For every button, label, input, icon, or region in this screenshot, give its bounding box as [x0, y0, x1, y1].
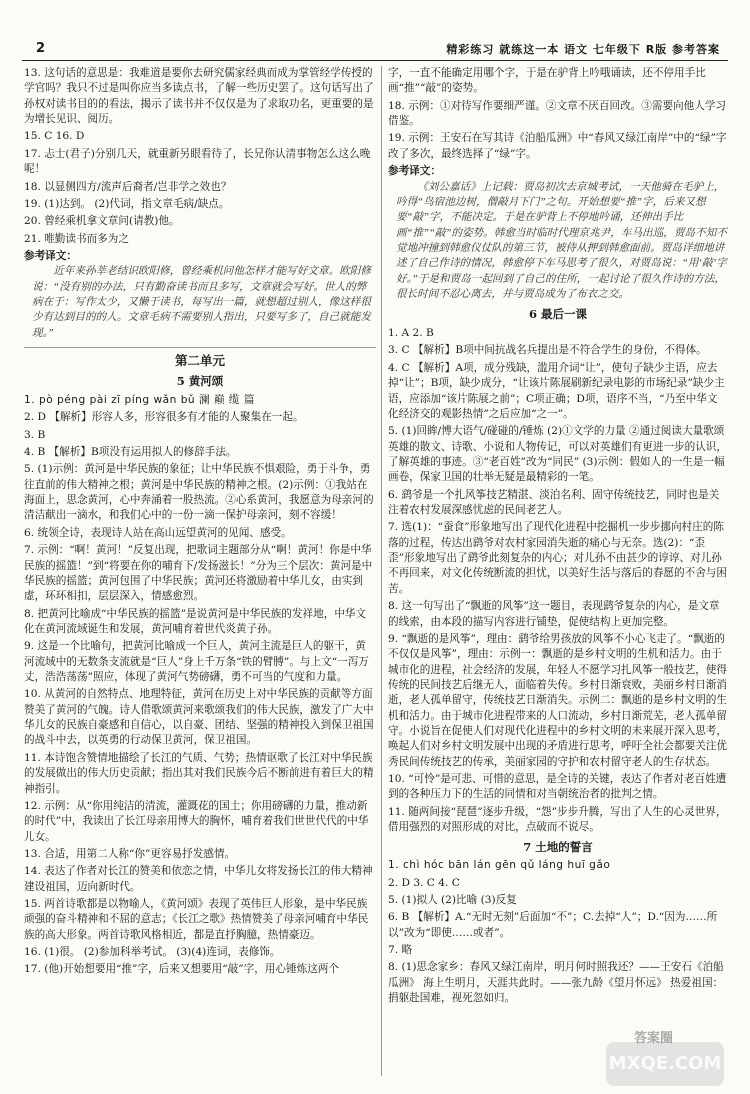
answer-item: 18. 以显侧四方/流声后裔者/岂非学之效也？ [24, 180, 232, 193]
lesson-title: 5 黄河颂 [176, 374, 224, 389]
answer-item: 13. 这句话的意思是：我难道是要你去研究儒家经典而成为掌管经学传授的学官吗？我只不过是叫你应当多读点书，了解一些历史罢了。这句话写出了孙权对读书目的的看法，揭示了读书并不仅仅是为了求取功名，更重要的是为增长见识、阅历。 [24, 67, 374, 126]
answer-item: 11. 本诗饱含赞情地描绘了长江的气质、气势；热情讴歌了长江对中华民族的发展做出的伟大历史贡献；指出其对我们民族今后不断前进有着巨大的精神指引。 [24, 751, 374, 795]
answer-item: 9. “飘逝的是风筝”，理由：鹞爷给男孩放的风筝不小心飞走了。“飘逝的不仅仅是风筝”，理由：示例一：飘逝的是乡村文明的生机和活力。由于城市化的进程，社会经济的发展，年轻人不愿学习扎风筝一般技艺，使得传统的民间技艺后继无人，面临着失传。乡村日渐衰败，美丽乡村日渐消逝，老人孤单留守，传统技艺日渐消失。示例二：飘逝的是乡村文明的生机和活力。由于城市化进程带来的人口流动，乡村日渐荒芜，老人孤单留守。小说旨在促使人们对现代化进程中的乡村文明的未来展开深入思考，唤起人们对乡村文明发展中出现的矛盾进行思考，呼吁全社会都要关注优秀民间传统技艺的传承，美丽家园的守护和农村留守老人的生存状态。 [388, 632, 727, 768]
answer-item: 4. B 【解析】B项没有运用拟人的修辞手法。 [24, 445, 237, 458]
answer-item: 16. (1)很。 (2)参加科举考试。 (3)(4)连词，表修饰。 [24, 946, 281, 959]
watermark-logo [606, 1031, 724, 1086]
translation-label: 参考译文： [388, 165, 441, 178]
right-column [388, 66, 728, 1080]
page-number: 2 [36, 41, 46, 56]
answer-item: 3. B [24, 428, 46, 441]
answer-item: 8. 把黄河比喻成“中华民族的摇篮”是说黄河是中华民族的发祥地，中华文化在黄河流域诞生和发展，黄河哺育着世代炎黄子孙。 [24, 607, 367, 635]
answer-item: 7. 选(1)：“蚕食”形象地写出了现代化进程中挖掘机一步步挪向村庄的陈落的过程，传达出鹞爷对农村家园消失逝的痛心与无奈。选(2)：“歪歪”形象地写出了鹞爷此刻复杂的内心；对儿孙不由甚少的谆谆、对儿孙不再回来，对文化传统断流的担忧，以美好生活与落后的春愿的不舍与困苦。 [388, 521, 727, 595]
watermark-small: 答案圈 [634, 1031, 674, 1046]
answer-item: 10. “可怜”是可悲、可惜的意思，是全诗的关键，表达了作者对老百姓遭到的各种压力下的生活的同情和对当朝统治者的批判之情。 [388, 773, 727, 801]
answer-item: 21. 唯勤读书而多为之 [24, 232, 129, 245]
column-divider [381, 66, 382, 1076]
answer-item: 19. 示例：王安石在写其诗《泊船瓜洲》中“春风又绿江南岸”中的“绿”字改了多次，最终选择了“绿”字。 [388, 132, 727, 160]
answer-item: 2. D 3. C 4. C [388, 876, 460, 889]
watermark-brand: MXQE.COM [608, 1052, 722, 1074]
answer-item: 6. B 【解析】A.“无时无刻”后面加“不”；C.去掉“人”；D.“因为……所以”改为“即使……或者”。 [388, 911, 718, 939]
answer-item: 14. 表达了作者对长江的赞美和依恋之情，中华儿女将发扬长江的伟大精神建设祖国，迈向新时代。 [24, 865, 373, 893]
answer-item: 19. (1)达到。 (2)代词，指文章毛病/缺点。 [24, 197, 230, 210]
answer-item: 3. C 【解析】B项中间抗战名兵提出是不符合学生的身份，不得体。 [388, 344, 707, 357]
lesson-title: 7 土地的誓言 [523, 839, 593, 854]
answer-item: 5. (1)示例：黄河是中华民族的象征；让中华民族不惧艰险，勇于斗争，勇往直前的伟大精神之根；黄河是中华民族的精神之根。(2)示例：①我站在海面上，思念黄河，心中奔涌着一股热流。②心系黄河，我愿意为母亲河的清洁献出一滴水，和我们心中的一份一滴一保护母亲河，刻不容缓！ [24, 463, 374, 522]
answer-item: 18. 示例：①对待写作要细严谨。②文章不厌百回改。③需要向他人学习借鉴。 [388, 99, 727, 128]
answer-item: 1. A 2. B [388, 327, 434, 340]
answer-item: 1. chì hóc bān lán gēn qǔ láng huī gǎo [388, 859, 611, 872]
answer-item: 5. (1)回眸/博大语气/碰碰的/锤炼 (2)①文学的力量 ②通过阅读大量歌颂英雄的散文、诗歌、小说和人物传记，可以对英雄们有更进一步的认识，了解英雄的事迹。③“老百姓”改为“同民” (3)示例：假如人的一生是一幅画卷，保家卫国的壮举无疑是最精彩的一笔。 [388, 425, 727, 484]
running-title: 精彩练习 就练这一本 语文 七年级下 R版 参考答案 [446, 43, 720, 56]
answer-item: 11. 随两间接“琵琶”逐步升级，“怨”步步升腾，写出了人生的心灵世界，借用强烈的对照形成的对比，点破而不说尽。 [388, 805, 727, 834]
answer-item: 13. 合适，用第二人称“你”更容易抒发感情。 [24, 847, 236, 860]
answer-item: 8. 这一句写出了“飘逝的风筝”这一题目，表现鹞爷复杂的内心，是文章的线索，由本段的描写内容进行铺垫，促使结构上更加完整。 [388, 600, 720, 628]
answer-item: 8. (1)思念家乡：春风又绿江南岸，明月何时照我还？——王安石《泊船瓜洲》 海上生明月，天涯共此时。——张九龄《望月怀远》 热爱祖国：捐躯赴国难，视死忽如归。 [388, 961, 724, 1005]
answer-item: 6. 鹞爷是一个扎风筝技艺精湛、淡泊名利、固守传统技艺，同时也是关注着农村发展深感忧虑的民间老艺人。 [388, 488, 720, 517]
answer-item: 字，一直不能确定用哪个字，于是在驴背上吟哦诵读，还不停用手比画“推”“敲”的姿势。 [388, 67, 706, 95]
answer-item: 7. 略 [388, 944, 413, 957]
answer-item: 4. C 【解析】A项，成分残缺，滥用介词“让”，使句子缺少主语，应去掉“让”；B项，缺少成分，“让该片陈展刷新纪录电影的市场纪录”缺少主语，应添加“该片陈展之前”；C项正确；D项，语序不当，“乃至中华文化经济交的观影热情”之后应加“之一”。 [388, 361, 725, 420]
lesson-title: 6 最后一课 [528, 307, 587, 322]
left-column [24, 66, 376, 1080]
answer-item: 7. 示例：“啊！黄河！”反复出现，把歌词主题部分从“啊！黄河！你是中华民族的摇篮！”到“将要在你的哺育下/发扬滋长！”分为三个层次：黄河是中华民族的摇篮；黄河包围了中华民族；黄河还将激励着中华儿女，由实到虚，环环相扣，层层深入，情感愈烈。 [24, 544, 373, 603]
translation-label: 参考译文： [24, 249, 77, 262]
unit-title: 第二单元 [24, 347, 376, 370]
answer-item: 15. C 16. D [24, 130, 85, 143]
answer-item: 20. 曾经乘机拿文章问(请教)他。 [24, 215, 180, 228]
answer-item: 12. 示例：从“你用纯洁的清流，灌溉花的国土；你用磅礴的力量，推动新的时代”中，我读出了长江母亲用博大的胸怀，哺育着我们世世代代的中华儿女。 [24, 799, 369, 843]
answer-item: 15. 两首诗歌都是以物喻人，《黄河颂》表现了英伟巨人形象，是中华民族顽强的奋斗精神和不屈的意志；《长江之歌》热情赞美了母亲河哺育中华民族的高大形象。两首诗歌风格相近，都是直抒胸臆，热情豪迈。 [24, 898, 369, 941]
answer-item: 2. D 【解析】形容人多，形容很多有才能的人聚集在一起。 [24, 411, 304, 424]
answer-item: 17. (他)开始想要用“推”字，后来又想要用“敲”字，用心锤炼这两个 [24, 963, 339, 976]
answer-item: 5. (1)拟人 (2)比喻 (3)反复 [388, 893, 517, 906]
answer-item: 17. 忐士(君子)分别几天，就重新另眼看待了，长兄你认清事物怎么这么晚呢！ [24, 147, 371, 176]
answer-item: 9. 这是一个比喻句，把黄河比喻成一个巨人，黄河主流是巨人的躯干，黄河流域中的无数条支流就是“巨人”身上千万条“铁的臂膊”。与上文“一泻万丈，浩浩荡荡”照应，体现了黄河气势磅礴，勇不可当的气度和力量。 [24, 640, 369, 684]
translation-text: 《刘公嘉话》上记载：贾岛初次去京城考试，一天他骑在毛驴上，吟得“鸟宿池边树，僧敲月下门”之句。开始想要“推”字，后来又想要“敲”字，不能决定。于是在驴背上不停地吟诵，还伸出手比画“推”“敲”的姿势。韩愈当时临时代理京兆尹，车马出巡，贾岛不知不觉地冲撞到韩愈仪仗队的第三节，被侍从押到韩愈面前。贾岛详细地讲述了自己作诗的情况，韩愈停下车马思考了很久，对贾岛说：“用‘敲’字好。”于是和贾岛一起回到了自己的住所，一起讨论了很久作诗的方法，很长时间不忍心离去，并与贾岛成为了布衣之交。 [396, 181, 727, 301]
answer-item: 6. 统领全诗，表现诗人站在高山远望黄河的见闻、感受。 [24, 526, 292, 539]
answer-item: 10. 从黄河的自然特点、地理特征，黄河在历史上对中华民族的贡献等方面赞美了黄河的气魄。诗人借歌颂黄河来歌颂我们的伟大民族，激发了广大中华儿女的民族自豪感和自信心，以自豪、团结、坚强的精神投入到保卫祖国的战斗中去，以英勇的行动保卫黄河，保卫祖国。 [24, 688, 374, 747]
page-header [22, 40, 728, 61]
translation-text: 近年来孙莘老结识欧阳修，曾经乘机问他怎样才能写好文章。欧阳修说：“没有别的办法，只有勤奋读书而且多写，文章就会写好。世人的弊病在于：写作太少，又懒于读书，每写出一篇，就想超过别人，像这样很少有达到目的的人。文章毛病不需要别人指出，只要写多了，自己就能发现。” [32, 266, 371, 339]
answer-item: 1. pò péng pài zī píng wǎn bǔ 澜 巅 缆 篇 [24, 393, 255, 406]
